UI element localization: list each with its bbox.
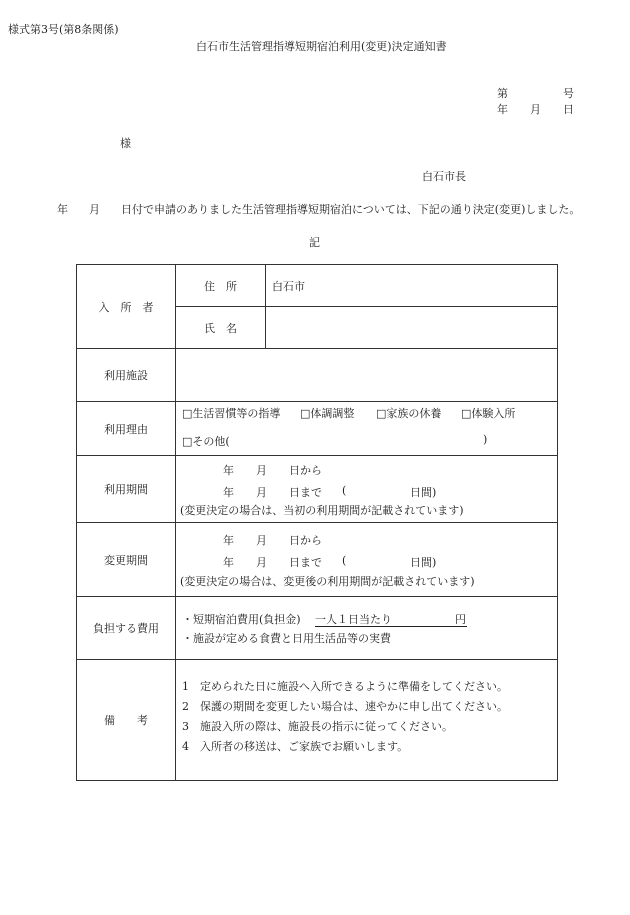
period-to-day: 日まで [289, 486, 322, 499]
remark-item: 3 施設入所の際は、施設長の指示に従ってください。 [182, 720, 453, 733]
period-note: (変更決定の場合は、当初の利用期間が記載されています) [180, 504, 464, 517]
change-to-year: 年 [223, 556, 234, 569]
period-from-year: 年 [223, 464, 234, 477]
date-day: 日 [563, 103, 574, 116]
period-to-month: 月 [256, 486, 267, 499]
cost-label: 負担する費用 [77, 597, 176, 660]
cost-line1-unit: 円 [455, 613, 466, 626]
doc-number-go: 号 [563, 87, 574, 100]
period-cell [176, 456, 558, 523]
reason-label: 利用理由 [77, 402, 176, 456]
change-period-cell [176, 523, 558, 597]
recipient-suffix: 様 [120, 137, 131, 150]
intro-month: 月 [89, 203, 100, 216]
date-month: 月 [530, 103, 541, 116]
period-to-open: ( [342, 484, 347, 497]
reason-other-close: ) [483, 433, 488, 446]
remarks-cell [176, 660, 558, 781]
cost-line2: ・施設が定める食費と日用生活品等の実費 [182, 632, 391, 645]
change-from-year: 年 [223, 534, 234, 547]
period-label: 利用期間 [77, 456, 176, 523]
remark-item: 1 定められた日に施設へ入所できるように準備をしてください。 [182, 680, 508, 693]
intro-year: 年 [57, 203, 68, 216]
date-year: 年 [497, 103, 508, 116]
change-note: (変更決定の場合は、変更後の利用期間が記載されています) [180, 575, 475, 588]
name-label: 氏 名 [176, 307, 266, 349]
change-to-days: 日間) [410, 556, 437, 569]
period-to-days: 日間) [410, 486, 437, 499]
period-from-month: 月 [256, 464, 267, 477]
cost-line1-prefix: ・短期宿泊費用(負担金) [182, 613, 301, 626]
period-to-year: 年 [223, 486, 234, 499]
intro-text: 日付で申請のありました生活管理指導短期宿泊については、下記の通り決定(変更)しました。 [121, 203, 581, 216]
change-from-day: 日から [289, 534, 322, 547]
reason-option: □体調調整 [300, 407, 355, 420]
reason-option: □生活習慣等の指導 [182, 407, 281, 420]
period-from-day: 日から [289, 464, 322, 477]
reason-option: □家族の休養 [376, 407, 442, 420]
reason-cell [176, 402, 558, 456]
cost-line1-amount: 一人１日当たり [315, 613, 392, 626]
change-to-day: 日まで [289, 556, 322, 569]
reason-option: □体験入所 [461, 407, 516, 420]
remark-item: 2 保護の期間を変更したい場合は、速やかに申し出てください。 [182, 700, 508, 713]
ki-marker: 記 [309, 236, 320, 249]
facility-value [176, 349, 558, 402]
change-to-open: ( [342, 554, 347, 567]
cost-cell [176, 597, 558, 660]
change-from-month: 月 [256, 534, 267, 547]
address-value: 白石市 [266, 265, 558, 307]
facility-label: 利用施設 [77, 349, 176, 402]
address-label: 住 所 [176, 265, 266, 307]
decision-table [76, 264, 558, 781]
form-number: 様式第3号(第8条関係) [8, 23, 119, 36]
issuer: 白石市長 [422, 170, 466, 183]
cost-amount-underline [315, 611, 467, 627]
doc-number-dai: 第 [497, 87, 508, 100]
change-to-month: 月 [256, 556, 267, 569]
resident-label: 入 所 者 [77, 265, 176, 349]
change-period-label: 変更期間 [77, 523, 176, 597]
remark-item: 4 入所者の移送は、ご家族でお願いします。 [182, 740, 409, 753]
reason-other: □その他( [182, 435, 230, 448]
remarks-label: 備 考 [77, 660, 176, 781]
name-value [266, 307, 558, 349]
document-title: 白石市生活管理指導短期宿泊利用(変更)決定通知書 [196, 40, 447, 53]
